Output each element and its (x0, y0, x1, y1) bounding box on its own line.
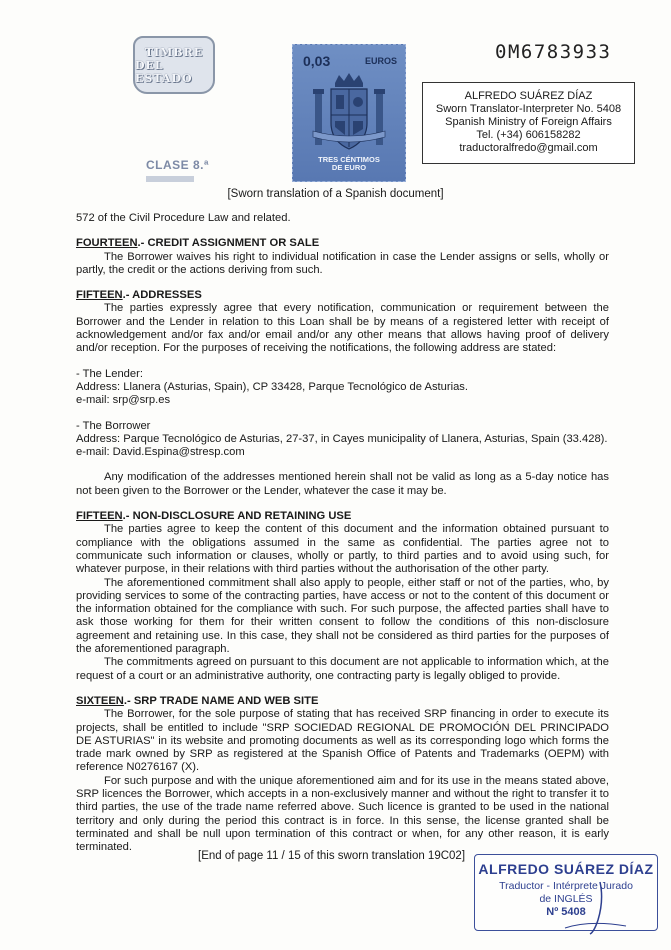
seal-number: Nº 5408 (546, 906, 586, 918)
translator-email: traductoralfredo@gmail.com (459, 142, 598, 154)
paragraph: The Borrower waives his right to individual notification in case the Lender assigns or sells, wholly or partly, the credit or the actions deriving from such. (76, 250, 609, 276)
timbre-del-estado-seal (133, 36, 215, 94)
lender-email: e-mail: srp@srp.es (76, 394, 171, 407)
paragraph: Any modification of the addresses mentioned herein shall not be valid as long as a 5-day notice has not been given to the Borrower or the Lender, whatever the case it may be. (76, 471, 609, 497)
translator-role: Sworn Translator-Interpreter No. 5408 (435, 103, 622, 115)
borrower-label: - The Borrower (76, 419, 151, 432)
section-title: .- ADDRESSES (122, 289, 202, 302)
lender-address: Address: Llanera (Asturias, Spain), CP 33428, Parque Tecnológico de Asturias. (76, 380, 468, 393)
section-title: .- CREDIT ASSIGNMENT OR SALE (137, 237, 320, 250)
translator-phone: Tel. (+34) 606158282 (476, 129, 581, 141)
seal-role: Traductor - Intérprete Jurado (499, 880, 633, 892)
seal-name: ALFREDO SUÁREZ DÍAZ (478, 861, 654, 877)
section-heading-fourteen (76, 237, 609, 250)
seal-language: de INGLÉS (539, 893, 593, 905)
paragraph: The Borrower, for the sole purpose of stating that has received SRP financing in order to execute its projects, shall be entitled to include "SRP SOCIEDAD REGIONAL DE PROMOCIÓN DEL PRINCIPADO DE ASTURIAS" in its website and promoting documents as well as its corresponding logo which forms the trade mark owned by SRP as registered at the Spanish Office of Patents and Trademarks (OEPM) with reference N0276167 (X). (76, 708, 609, 774)
section-heading-sixteen (76, 695, 609, 708)
section-num: FIFTEEN (76, 510, 123, 523)
section-title: .- SRP TRADE NAME AND WEB SITE (123, 694, 319, 707)
paragraph: The commitments agreed on pursuant to this document are not applicable to information which, at the request of a court or an administrative authority, one contracting party is legally obliged to provide. (76, 656, 609, 682)
borrower-address: Address: Parque Tecnológico de Asturias, 27-37, in Cayes municipality of Llanera, Asturias, Spain (33.428). (76, 432, 608, 445)
fiscal-stamp (292, 44, 406, 182)
footer-note: [End of page 11 / 15 of this sworn translation 19C02] (198, 850, 466, 862)
paragraph: The parties agree to keep the content of this document and the information obtained pursuant to compliance with the obligations assumed in the same as confidential. The parties agree not to communicate such information or clauses, wholly or partly, to third parties and to avoid using such, for whatever purpose, in their relations with third parties without the authorisation of the other party. (76, 523, 609, 576)
section-heading-fifteen-nondisclosure (76, 510, 609, 523)
stamp-currency: EUROS (364, 56, 397, 66)
section-num: FIFTEEN (76, 289, 123, 302)
clase-underbar (146, 176, 194, 182)
coat-of-arms-icon (311, 71, 387, 155)
translator-ministry: Spanish Ministry of Foreign Affairs (445, 116, 612, 128)
stamp-cents-text (293, 156, 405, 172)
section-heading-fifteen-addresses (76, 289, 609, 302)
intro-line: 572 of the Civil Procedure Law and related. (76, 212, 291, 224)
paragraph: For such purpose and with the unique aforementioned aim and for its use in the means stated above, SRP licences the Borrower, which accepts in a non-exclusively manner and without the right to transfer it to third parties, the use of the trade name referred above. Such licence is granted to be used in the national territory and only during the period this contract is in force. In this sense, the license granted shall be terminated and shall be null upon termination of this contract or when, for any other reason, it is early terminated. (76, 774, 609, 854)
translator-name: ALFREDO SUÁREZ DÍAZ (464, 90, 593, 102)
header-note: [Sworn translation of a Spanish document] (227, 188, 444, 200)
signature-icon (560, 880, 630, 935)
lender-label: - The Lender: (76, 367, 143, 380)
timbre-line2: DEL ESTADO (135, 58, 193, 85)
clase-label: CLASE 8.ª (146, 158, 209, 172)
paragraph: The aforementioned commitment shall also apply to people, either staff or not of the parties, who, by providing services to some of the contracting parties, have access or not to the content of this document or the information obtained for the compliance with such. For such purpose, the affected parties shall have to ask those working for them for their written consent to follow the conditions of this non-disclosure agreement and retaining use. In this case, they shall not be considered as third parties for the purposes of the aforementioned paragraph. (76, 576, 609, 656)
borrower-email: e-mail: David.Espina@stresp.com (76, 446, 245, 459)
document-body (76, 212, 609, 854)
section-title: .- NON-DISCLOSURE AND RETAINING USE (122, 510, 352, 523)
stamp-cents-line1: TRES CÉNTIMOS (318, 155, 380, 164)
section-num: SIXTEEN (76, 694, 124, 707)
section-num: FOURTEEN (76, 237, 138, 250)
serial-number: 0M6783933 (495, 41, 612, 63)
paragraph: The parties expressly agree that every notification, communication or requirement between the Borrower and the Lender in relation to this Loan shall be by means of a registered letter with receipt of acknowledgement and/or fax and/or email and/or any other means that allows having proof of delivery and/or reception. For the purposes of receiving the notifications, the following address are stated: (76, 302, 609, 355)
stamp-amount: 0,03 (303, 53, 331, 69)
translator-box (422, 82, 635, 164)
stamp-cents-line2: DE EURO (331, 163, 367, 172)
timbre-line1: TIMBRE (144, 45, 204, 59)
